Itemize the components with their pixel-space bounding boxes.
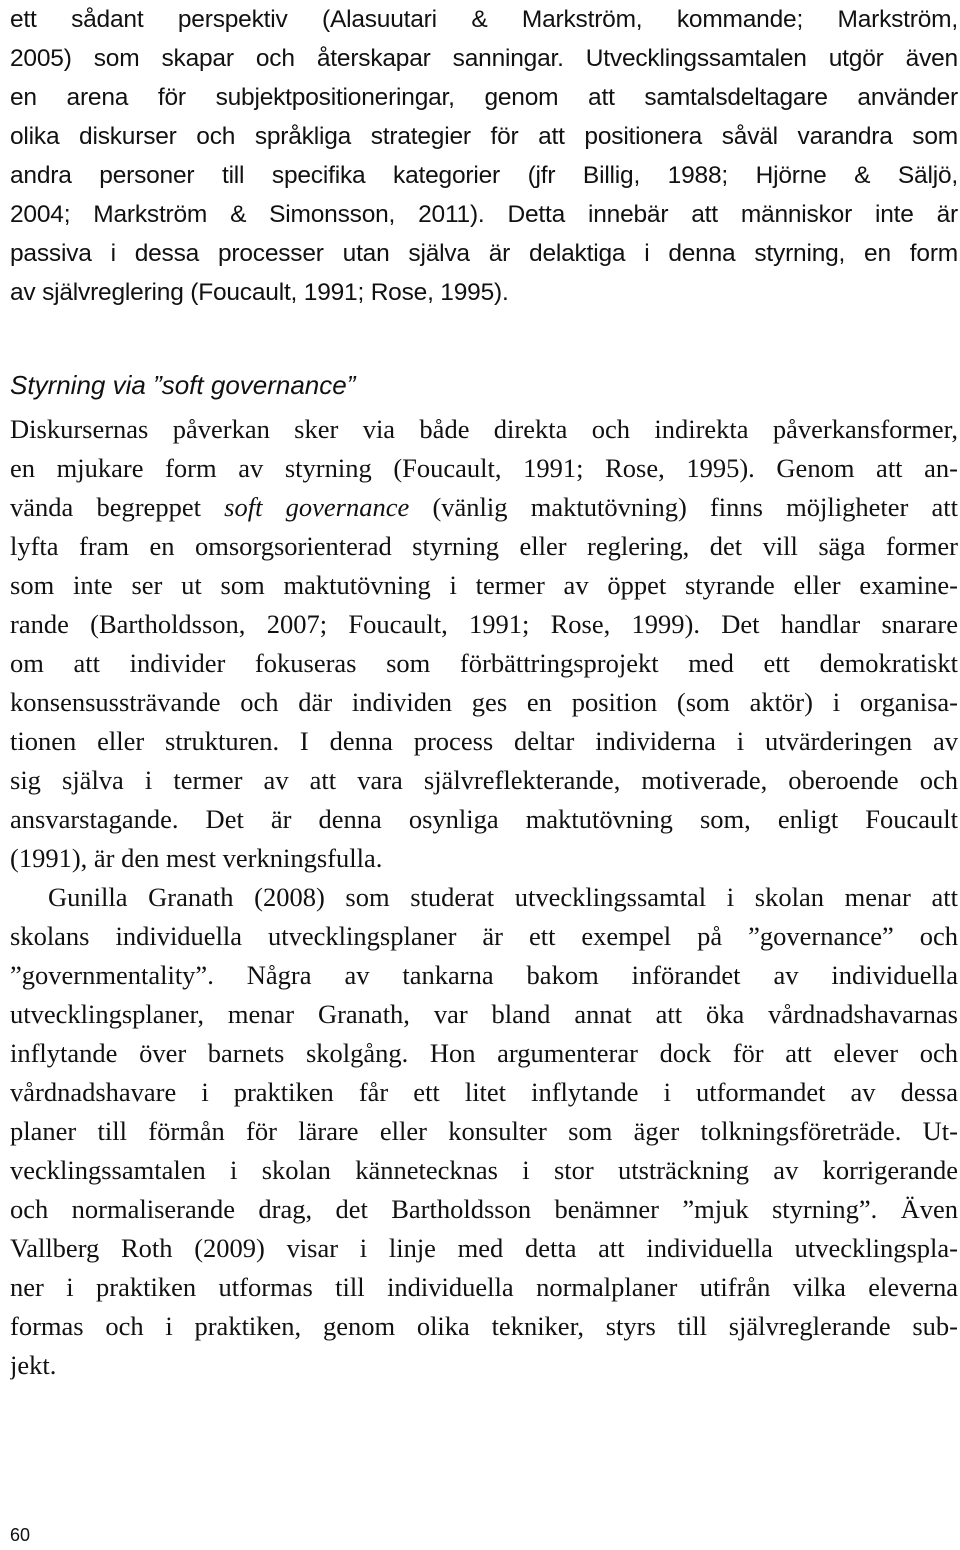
text-line: utvecklingsplaner, menar Granath, var bland annat att öka vårdnadshavarnas: [10, 999, 958, 1029]
text-line: skolans individuella utvecklingsplaner är ett exempel på ”governance” och: [10, 921, 958, 951]
text-line: om att individer fokuseras som förbättringsprojekt med ett demokratiskt: [10, 648, 958, 678]
text-line: en mjukare form av styrning (Foucault, 1991; Rose, 1995). Genom att an-: [10, 453, 958, 483]
text-line: som inte ser ut som maktutövning i termer av öppet styrande eller examine-: [10, 570, 958, 600]
text-line: lyfta fram en omsorgsorienterad styrning eller reglering, det vill säga former: [10, 531, 958, 561]
text-line: ner i praktiken utformas till individuella normalplaner utifrån vilka eleverna: [10, 1272, 958, 1302]
text-segment: vända begreppet: [10, 492, 225, 522]
page-number: 60: [10, 1525, 31, 1545]
text-line: ”governmentality”. Några av tankarna bakom införandet av individuella: [10, 960, 958, 990]
intro-paragraph: [10, 0, 958, 312]
text-line: konsensussträvande och där individen ges en position (som aktör) i organisa-: [10, 687, 958, 717]
text-line: och normaliserande drag, det Bartholdsson benämner ”mjuk styrning”. Även: [10, 1194, 958, 1224]
text-line: passiva i dessa processer utan själva är delaktiga i denna styrning, en form: [10, 240, 958, 267]
text-line: 2004; Markström & Simonsson, 2011). Detta innebär att människor inte är: [10, 201, 958, 228]
text-line: [10, 488, 958, 527]
text-line: olika diskurser och språkliga strategier för att positionera såväl varandra som: [10, 123, 958, 150]
text-segment: (vänlig maktutövning) finns möjligheter att: [409, 492, 958, 522]
text-line: jekt.: [10, 1350, 57, 1380]
text-line: tionen eller strukturen. I denna process deltar individerna i utvärderingen av: [10, 726, 958, 756]
text-line: andra personer till specifika kategorier (jfr Billig, 1988; Hjörne & Säljö,: [10, 162, 958, 189]
body-text: [10, 410, 958, 1385]
section-heading: Styrning via ”soft governance”: [10, 370, 356, 400]
text-line: av självreglering (Foucault, 1991; Rose, 1995).: [10, 279, 509, 306]
text-line: vårdnadshavare i praktiken får ett litet inflytande i utformandet av dessa: [10, 1077, 958, 1107]
text-line: formas och i praktiken, genom olika tekniker, styrs till självreglerande sub-: [10, 1311, 958, 1341]
text-line: rande (Bartholdsson, 2007; Foucault, 1991; Rose, 1999). Det handlar snarare: [10, 609, 958, 639]
text-line: 2005) som skapar och återskapar sanningar. Utvecklingssamtalen utgör även: [10, 45, 958, 72]
text-line: Diskursernas påverkan sker via både direkta och indirekta påverkansformer,: [10, 414, 958, 444]
text-line: sig själva i termer av att vara självreflekterande, motiverade, oberoende och: [10, 765, 958, 795]
text-line: ansvarstagande. Det är denna osynliga maktutövning som, enligt Foucault: [10, 804, 958, 834]
emphasis-term: soft governance: [224, 492, 410, 522]
text-line: vecklingssamtalen i skolan kännetecknas i stor utsträckning av korrigerande: [10, 1155, 958, 1185]
text-line: ett sådant perspektiv (Alasuutari & Markström, kommande; Markström,: [10, 6, 958, 33]
text-line: (1991), är den mest verkningsfulla.: [10, 843, 383, 873]
text-line: inflytande över barnets skolgång. Hon argumenterar dock för att elever och: [10, 1038, 958, 1068]
text-line: Gunilla Granath (2008) som studerat utvecklingssamtal i skolan menar att: [48, 882, 958, 912]
text-line: en arena för subjektpositioneringar, genom att samtalsdeltagare använder: [10, 84, 958, 111]
text-line: Vallberg Roth (2009) visar i linje med detta att individuella utvecklingspla-: [10, 1233, 958, 1263]
text-line: planer till förmån för lärare eller konsulter som äger tolkningsföreträde. Ut-: [10, 1116, 958, 1146]
